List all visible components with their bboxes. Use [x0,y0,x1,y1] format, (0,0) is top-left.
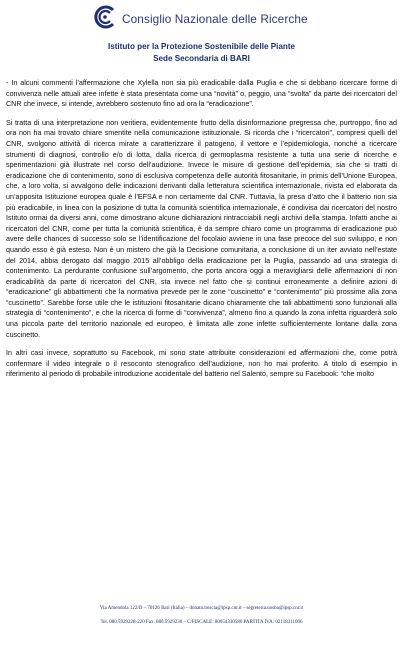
footer-phone: Tel. 080.5929228-220 Fax. 080.5929230 – C/FISCALE: 80054330586 PARTITA IVA: 02118311006 [100,620,303,625]
branch-name: Sede Secondaria di BARI [153,54,250,63]
organization-name: Consiglio Nazionale delle Ricerche [122,12,308,26]
cnr-logo-icon [92,4,118,30]
institute-name: Istituto per la Protezione Sostenibile delle Piante [107,42,296,51]
paragraph-3: In altri casi invece, soprattutto su Facebook, mi sono state attribuite considerazioni ed affermazioni che, come potrà confermare il video integrale o il resoconto stenografico dell’audizione, non ho mai proferito. A titolo di esempio in riferimento al periodo di probabile introduzione accidentale del batterio nel Salento, sempre su Facebook: “che molto [6,349,397,379]
footer-address: Via Amendola 122/D – 70126 Bari (Italia) – donato.boscia@ipsp.cnr.it – segreteria.uosba@ipsp.cnr.it [99,606,304,611]
letter-body [6,78,397,388]
paragraph-1: - In alcuni commenti l’affermazione che Xylella non sia più eradicabile dalla Puglia e che si debbano ricercare forme di convivenza nelle attuali aree infette è stata presentata come una “novità” o, peggio, una “svolta” da parte dei ricercatori del CNR che invece, si intende, avrebbero sostenuto fino ad ora la “eradicazione”. [6,79,397,109]
paragraph-2: Si tratta di una interpretazione non veritiera, evidentemente frutto della disinformazione pregressa che, purtroppo, fino ad ora non ha mai trovato chiare smentite nella comunicazione istituzionale. Si ricorda che i “ricercatori”, compresi quelli del CNR, svolgono attività di ricerca mirate a caratterizzare il patogeno, il vettore e l’epidemiologia, nonché a ricercare strumenti di diagnosi, controllo e/o di lotta, dalla ricerca di germoplasma resistente a tutta una serie di ricerche e sperimentazioni già illustrate nel corso dell’audizione. Invece le misure di gestione dell’epidemia, sia che si tratti di eradicazione che di contenimento, sono di esclusiva competenza delle autorità fitosanitarie, in primis dell’Unione Europea, che, a loro volta, si avvalgono delle indicazioni derivanti dalla letteratura scientifica internazionale, rivista ed elaborata da un’apposita Istituzione europea quale è l’EFSA e non certamente dal CNR. Tuttavia, la presa d’atto che il batterio non sia più eradicabile, in linea con la posizione di tutta la comunità scientifica internazionale, è condivisa dai ricercatori del nostro Istituto ormai da diversi anni, come dimostrano alcune dichiarazioni rintracciabili negli archivi della stampa. Infatti anche ai ricercatori del CNR, come per tutta la comunità scientifica, è da sempre chiaro come un programma di eradicazione può avere delle chances di successo solo se l’identificazione del focolaio avviene in una fase precoce del suo sviluppo, e non quando esso è già esteso. Non è un mistero che già la Decisione comunitaria, a conclusione di un iter avviato nell’estate del 2014, abbia derogato dal maggio 2015 all’obbligo della eradicazione per la Puglia, passando ad una strategia di contenimento. La perdurante confusione sull’argomento, che porta ancora oggi a meravigliarsi delle affermazioni di non eradicabilità da parte di ricercatori del CNR, sta invece nel fatto che si continui erroneamente a definire azioni di “eradicazione” gli abbattimenti che la normativa prevede per le zone “cuscinetto” e “contenimento” più prossime alla zona “cuscinetto”. Sarebbe forse utile che le istituzioni fitosanitarie dicano chiaramente che tali abbattimenti sono funzionali alla strategia di “contenimento”, e che la ricerca di forme di “convivenza”, almeno fino a quando la zona infetta riguarderà solo una piccola parte del territorio nazionale ed europeo, è limitata alle zone infette sufficientemente lontane dalla zona cuscinetto. [6,118,397,339]
